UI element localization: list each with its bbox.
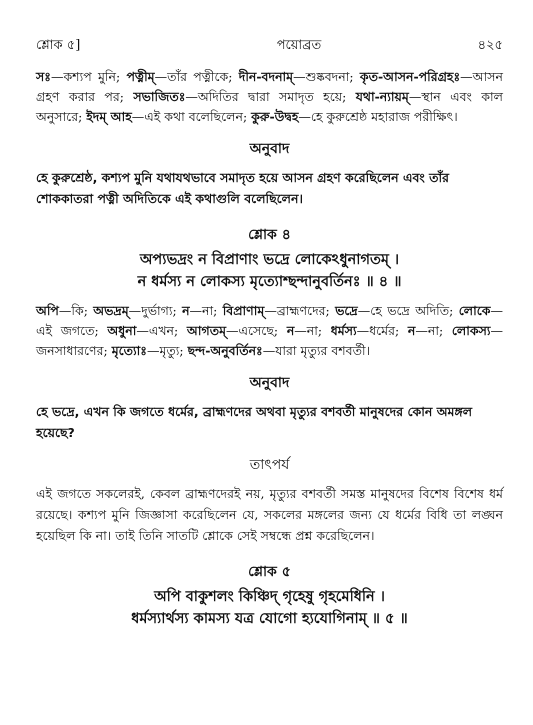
translation-heading: অনুবাদ bbox=[249, 375, 290, 391]
verse-number-4: শ্লোক ৪ bbox=[248, 227, 291, 243]
verse-line: ধর্মস্যার্থস্য কামস্য যত্র যোগো হ্যযোগিনাম্ ॥ ৫ ॥ bbox=[131, 610, 408, 627]
purport-text: এই জগতে সকলেরই, কেবল ব্রাহ্মণদেরই নয়, মৃত্যুর বশবর্তী সমস্ত মানুষদের বিশেষ বিশেষ ধর্ম রয়েছে। কশ্যপ মুনি জিজ্ঞাসা করেছিলেন যে, সকলের মঙ্গলের জন্য যে ধর্মের বিধি তা লঙ্ঘন হয়েছিল কি না। তাই তিনি সাতটি শ্লোকে সেই সম্বন্ধে প্রশ্ন করেছিলেন। bbox=[36, 486, 503, 543]
verse-number-5: শ্লোক ৫ bbox=[248, 564, 291, 580]
verse-line: অপি বাকুশলং কিঞ্চিদ্ গৃহেষু গৃহমেধিনি । bbox=[154, 588, 385, 605]
verse-line: ন ধর্মস্য ন লোকস্য মৃত্যোশ্ছন্দানুবর্তিনঃ ॥ ৪ ॥ bbox=[137, 273, 402, 290]
synonyms-verse-4: অপি—কি; অভদ্রম্—দুর্ভাগ্য; ন—না; বিপ্রাণাম্—ব্রাহ্মণদের; ভদ্রে—হে ভদ্রে অদিতি; লোকে—এই জগতে; অধুনা—এখন; আগতম্—এসেছে; ন—না; ধর্মস্য—ধর্মের; ন—না; লোকস্য—জনসাধারণের; মৃত্যোঃ—মৃত্যু; ছন্দ-অনুবর্তিনঃ—যারা মৃত্যুর বশবর্তী। bbox=[36, 303, 503, 358]
translation-verse-4: হে ভদ্রে, এখন কি জগতে ধর্মের, ব্রাহ্মণদের অথবা মৃত্যুর বশবর্তী মানুষদের কোন অমঙ্গল হয়েছে? bbox=[36, 404, 473, 440]
verse-4-text bbox=[36, 249, 503, 293]
header-page-number: ৪২৫ bbox=[477, 38, 503, 53]
header-verse-ref: শ্লোক ৫] bbox=[36, 38, 81, 53]
translation-verse-3: হে কুরুশ্রেষ্ঠ, কশ্যপ মুনি যথাযথভাবে সমাদৃত হয়ে আসন গ্রহণ করেছিলেন এবং তাঁর শোককাতরা পত্নী অদিতিকে এই কথাগুলি বলেছিলেন। bbox=[36, 170, 450, 206]
purport-heading: তাৎপর্য bbox=[249, 457, 290, 473]
running-header bbox=[36, 36, 503, 57]
synonyms-verse-3: সঃ—কশ্যপ মুনি; পত্নীম্—তাঁর পত্নীকে; দীন-বদনাম্—শুষ্কবদনা; কৃত-আসন-পরিগ্রহঃ—আসন গ্রহণ করার পর; সভাজিতঃ—অদিতির দ্বারা সমাদৃত হয়ে; যথা-ন্যায়ম্—স্থান এবং কাল অনুসারে; ইদম্ আহ—এই কথা বলেছিলেন; কুরু-উদ্বহ—হে কুরুশ্রেষ্ঠ মহারাজ পরীক্ষিৎ। bbox=[36, 69, 503, 124]
verse-5-text bbox=[36, 586, 503, 630]
header-chapter-title: পয়োব্রত bbox=[276, 38, 322, 53]
translation-heading: অনুবাদ bbox=[249, 141, 290, 157]
verse-line: অপ্যভদ্রং ন বিপ্রাণাং ভদ্রে লোকেঽধুনাগতম্ । bbox=[139, 251, 400, 268]
